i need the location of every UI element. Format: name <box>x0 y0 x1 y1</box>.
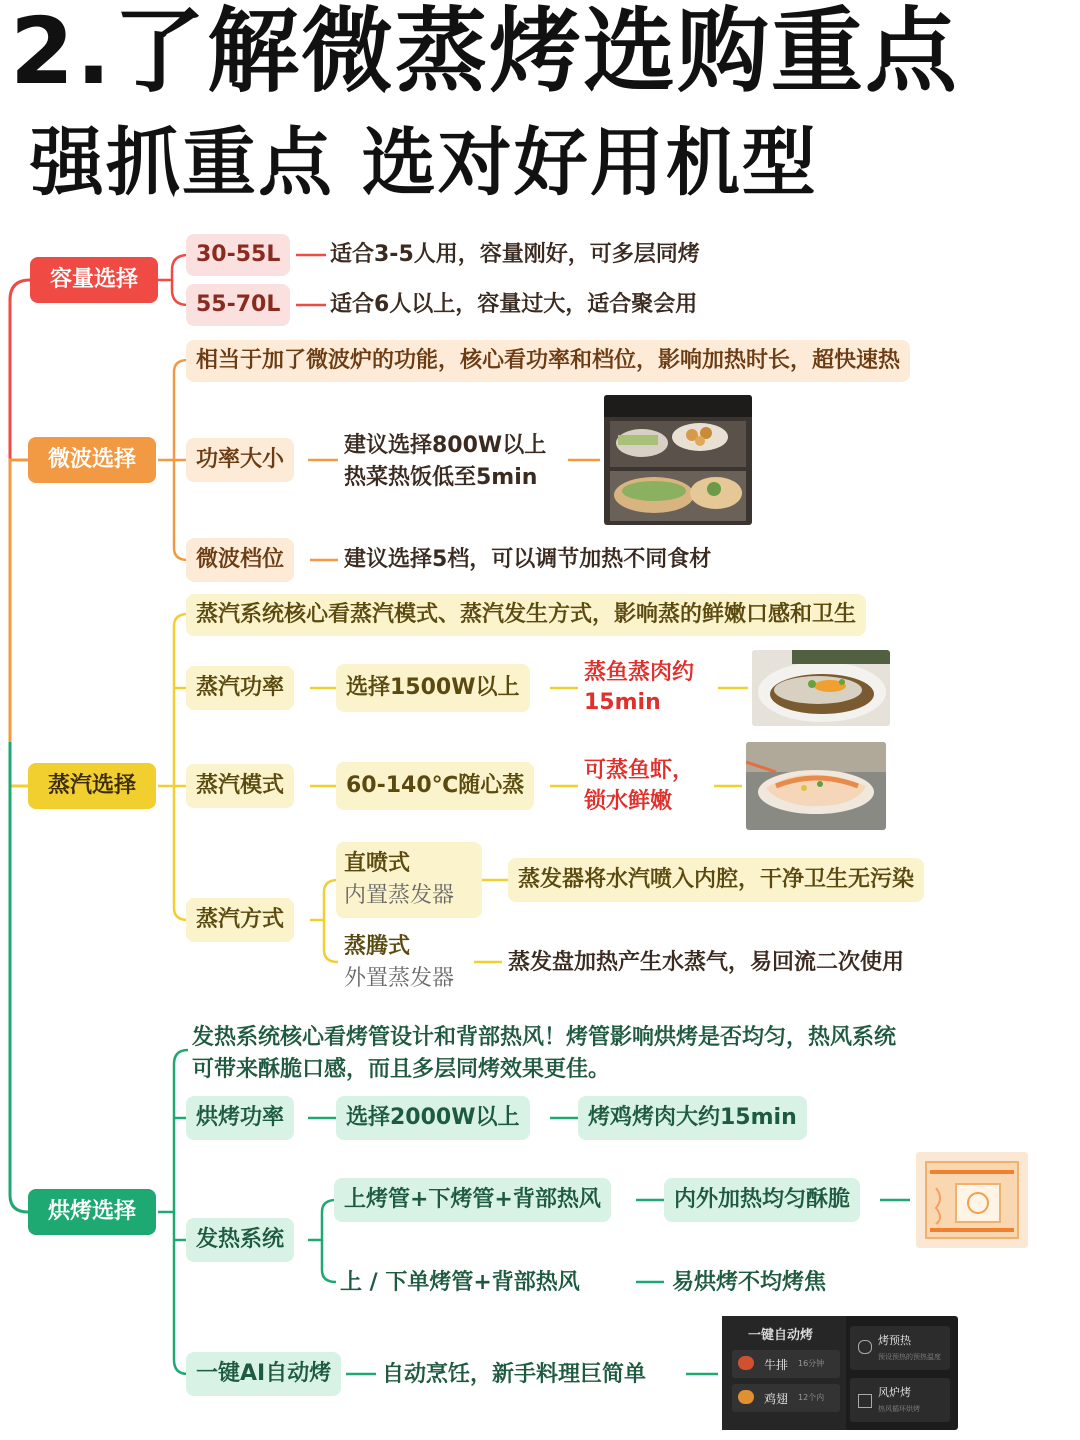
chicken-wing-icon <box>738 1390 754 1404</box>
capacity-size-2: 55-70L <box>186 284 290 326</box>
page-title: 2.了解微蒸烤选购重点 <box>10 0 959 105</box>
bake-heat-opt2-desc: 易烘烤不均烤焦 <box>672 1270 827 1295</box>
category-microwave: 微波选择 <box>28 437 156 483</box>
steamed-fish-photo <box>752 650 890 726</box>
panel-mode-2-name: 风炉烤 <box>878 1386 911 1399</box>
microwave-power-line1: 建议选择800W以上 <box>344 433 547 458</box>
steam-direct-desc: 蒸发器将水汽喷入内腔，干净卫生无污染 <box>508 858 924 902</box>
panel-row-1-sub: 16分钟 <box>798 1359 825 1368</box>
panel-mode-2-sub: 热风循环烘烤 <box>878 1405 920 1413</box>
panel-mode-1 <box>850 1326 950 1370</box>
steak-icon <box>738 1356 754 1370</box>
microwave-food-photo <box>604 395 752 525</box>
panel-row-2 <box>732 1384 840 1412</box>
panel-row-2-name: 鸡翅 <box>764 1392 789 1406</box>
panel-mode-1-sub: 预设预热的预热温度 <box>878 1353 941 1361</box>
panel-row-1 <box>732 1350 840 1378</box>
steam-mode-value: 60-140℃随心蒸 <box>336 762 534 810</box>
capacity-desc-1: 适合3-5人用，容量刚好，可多层同烤 <box>330 242 700 267</box>
heating-illustration <box>916 1152 1028 1248</box>
steam-power-note1: 蒸鱼蒸肉约 <box>584 660 695 685</box>
steam-boil-sub: 外置蒸发器 <box>344 966 455 991</box>
panel-mode-2 <box>850 1378 950 1422</box>
steam-direct-box <box>336 842 482 918</box>
bake-intro-line2: 可带来酥脆口感，而且多层同烤效果更佳。 <box>192 1057 611 1082</box>
bake-auto-desc: 自动烹饪，新手料理巨简单 <box>382 1362 647 1387</box>
panel-header: 一键自动烤 <box>748 1328 814 1343</box>
category-capacity: 容量选择 <box>30 257 158 303</box>
microwave-level-label: 微波档位 <box>186 538 294 582</box>
category-bake: 烘烤选择 <box>28 1189 156 1235</box>
bake-auto-label: 一键AI自动烤 <box>186 1352 341 1396</box>
bake-intro-line1: 发热系统核心看烤管设计和背部热风！烤管影响烘烤是否均匀，热风系统 <box>192 1025 897 1050</box>
preheat-icon <box>858 1340 872 1354</box>
steamed-shrimp-photo <box>746 742 886 830</box>
convection-icon <box>858 1394 872 1408</box>
bake-power-note: 烤鸡烤肉大约15min <box>578 1096 807 1140</box>
capacity-desc-2: 适合6人以上，容量过大，适合聚会用 <box>330 292 698 317</box>
page-subtitle: 强抓重点 选对好用机型 <box>30 120 818 206</box>
steam-power-value: 选择1500W以上 <box>336 664 530 712</box>
bake-heat-opt1-desc: 内外加热均匀酥脆 <box>664 1178 860 1222</box>
steam-power-label: 蒸汽功率 <box>186 666 294 710</box>
panel-row-2-sub: 12个内 <box>798 1393 825 1402</box>
category-steam: 蒸汽选择 <box>28 763 156 809</box>
steam-power-note2: 15min <box>584 690 661 715</box>
steam-boil-desc: 蒸发盘加热产生水蒸气，易回流二次使用 <box>508 950 905 975</box>
microwave-intro: 相当于加了微波炉的功能，核心看功率和档位，影响加热时长，超快速热 <box>186 340 910 382</box>
bake-heat-opt1-name: 上烤管+下烤管+背部热风 <box>334 1178 611 1222</box>
bake-heat-opt2-name: 上 / 下单烤管+背部热风 <box>340 1270 580 1295</box>
panel-row-1-name: 牛排 <box>764 1358 789 1372</box>
bake-heat-label: 发热系统 <box>186 1218 294 1262</box>
microwave-power-label: 功率大小 <box>186 438 294 482</box>
steam-mode-note2: 锁水鲜嫩 <box>584 789 673 814</box>
steam-mode-note1: 可蒸鱼虾， <box>584 758 695 783</box>
capacity-size-1: 30-55L <box>186 234 290 276</box>
microwave-power-line2: 热菜热饭低至5min <box>344 465 538 490</box>
steam-direct-sub: 内置蒸发器 <box>344 883 455 908</box>
microwave-level-desc: 建议选择5档，可以调节加热不同食材 <box>344 547 712 572</box>
steam-intro: 蒸汽系统核心看蒸汽模式、蒸汽发生方式，影响蒸的鲜嫩口感和卫生 <box>186 594 866 636</box>
bake-power-value: 选择2000W以上 <box>336 1096 530 1140</box>
auto-bake-panel <box>722 1316 958 1430</box>
bake-power-label: 烘烤功率 <box>186 1096 294 1140</box>
steam-method-label: 蒸汽方式 <box>186 898 294 942</box>
steam-direct-name: 直喷式 <box>344 851 411 876</box>
steam-mode-label: 蒸汽模式 <box>186 764 294 808</box>
steam-boil-name: 蒸腾式 <box>344 934 411 959</box>
panel-mode-1-name: 烤预热 <box>878 1334 911 1347</box>
